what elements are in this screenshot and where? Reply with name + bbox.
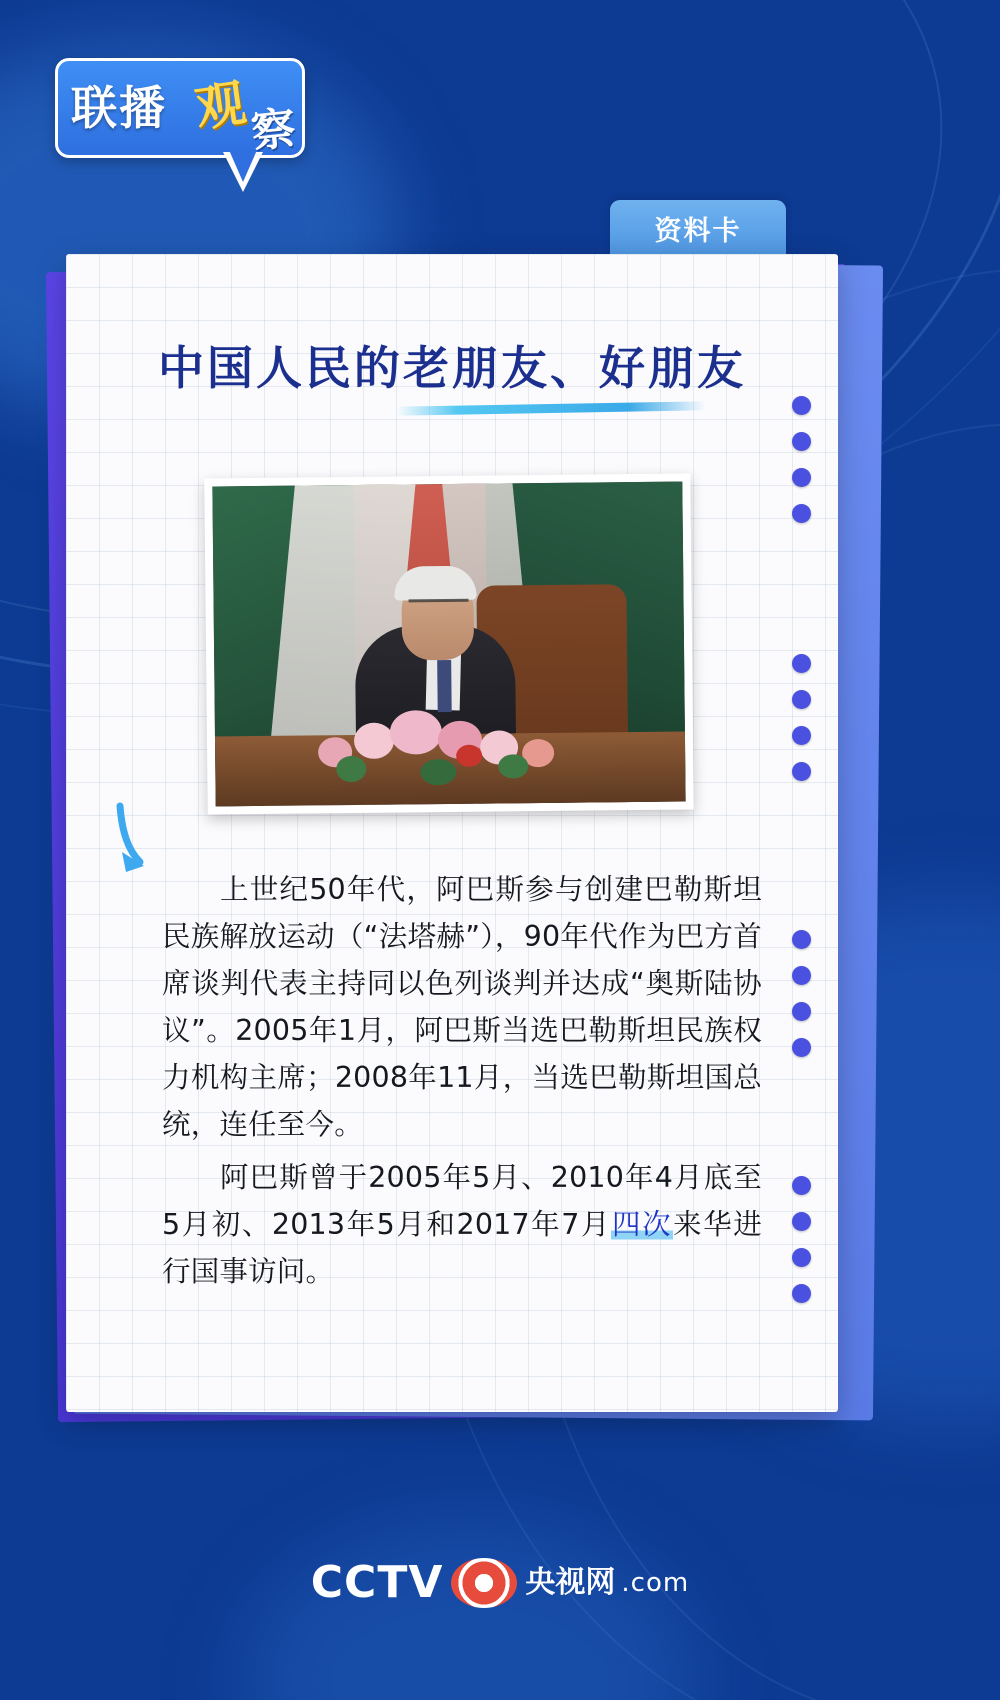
flower xyxy=(456,744,482,766)
flower xyxy=(354,723,394,759)
paragraph-1 xyxy=(162,866,762,1148)
cctv-wordmark: CCTV xyxy=(310,1557,444,1608)
dot xyxy=(792,504,811,523)
dot xyxy=(792,468,811,487)
dot-column xyxy=(778,254,838,1412)
background-glow xyxy=(240,1520,700,1700)
flower xyxy=(390,710,442,755)
down-arrow-icon xyxy=(106,802,166,882)
title-underline xyxy=(396,401,706,415)
section-tab-label: 资料卡 xyxy=(610,200,786,256)
dot xyxy=(792,654,811,673)
info-card xyxy=(66,254,838,1412)
photo-subject-hair xyxy=(394,565,476,600)
dot xyxy=(792,1212,811,1231)
dot xyxy=(792,1284,811,1303)
paragraph-2 xyxy=(162,1154,762,1295)
photo-subject-glasses xyxy=(409,599,469,616)
photo-frame xyxy=(204,473,693,814)
logo-text-accent-secondary: 察 xyxy=(248,102,299,159)
logo-text-primary: 联播 xyxy=(71,81,167,135)
paragraph-2-highlight: 四次 xyxy=(612,1208,673,1241)
dot xyxy=(792,396,811,415)
dot xyxy=(792,432,811,451)
dot xyxy=(792,1176,811,1195)
dot xyxy=(792,930,811,949)
cctv-domain-suffix: .com xyxy=(621,1567,690,1598)
foliage xyxy=(336,756,366,782)
paragraph-2-text-part1: 阿巴斯曾于2005年5月、2010年4月底至5月初、2013年5月和2017年7月 xyxy=(162,1161,762,1241)
foliage xyxy=(498,754,528,778)
photo-flower-arrangement xyxy=(299,700,601,790)
dot xyxy=(792,762,811,781)
dot xyxy=(792,966,811,985)
dot xyxy=(792,690,811,709)
cctv-eye-icon xyxy=(451,1558,517,1608)
card-title: 中国人民的老朋友、好朋友 xyxy=(158,341,746,395)
program-logo-badge xyxy=(55,58,305,158)
paragraph-1-text: 上世纪50年代，阿巴斯参与创建巴勒斯坦民族解放运动（“法塔赫”），90年代作为巴方首席谈判代表主持同以色列谈判并达成“奥斯陆协议”。2005年1月，阿巴斯当选巴勒斯坦民族权力机构主席；2008年11月，当选巴勒斯坦国总统，连任至今。 xyxy=(162,873,762,1141)
dot xyxy=(792,1038,811,1057)
dot xyxy=(792,1002,811,1021)
cctv-cn-label: 央视网 xyxy=(525,1564,616,1600)
footer-logo xyxy=(0,1557,1000,1608)
foliage xyxy=(420,759,456,785)
logo-text-accent: 观 xyxy=(191,73,250,139)
portrait-photo xyxy=(212,482,685,807)
logo-tail-inner xyxy=(229,150,257,182)
dot xyxy=(792,1248,811,1267)
paragraph-2-text-part2: 来华进行国事访问。 xyxy=(162,1208,762,1288)
dot xyxy=(792,726,811,745)
